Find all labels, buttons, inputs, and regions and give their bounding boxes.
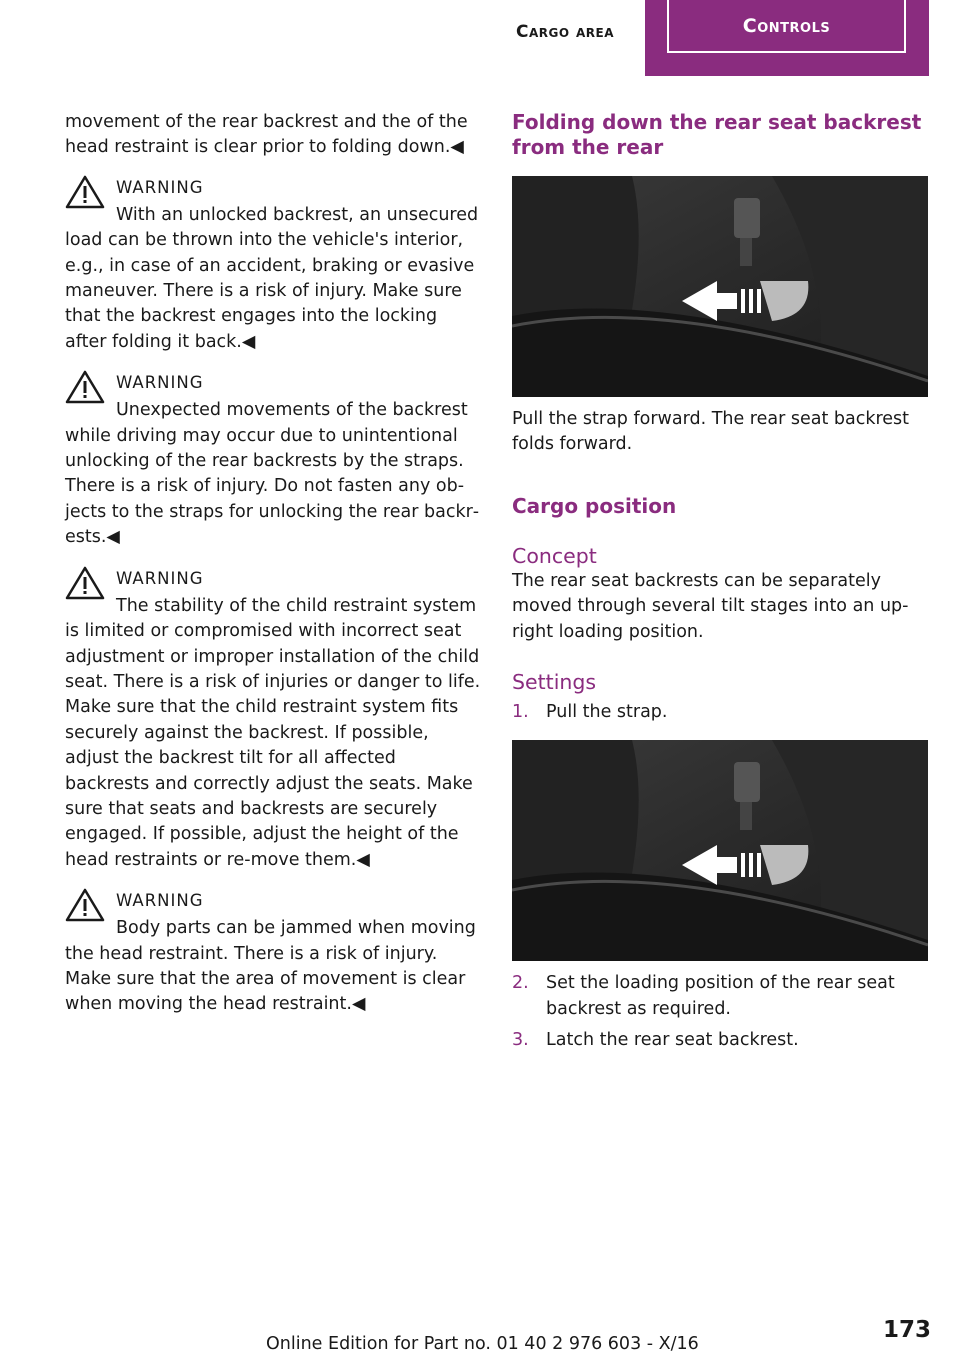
warning-text: while driving may occur due to unintentional unlocking of the rear backrests by the straps. There is a risk of injury. Do not fasten any ob‐jects to the straps for unlocking the rear backr‐ests.◀	[65, 425, 480, 548]
concept-text: The rear seat backrests can be separately moved through several tilt stages into an up‐right loading position.	[512, 570, 909, 642]
warning-block	[65, 564, 483, 873]
warning-title: WARNING	[116, 177, 204, 197]
section-heading: Cargo position	[512, 493, 677, 518]
steps-list	[512, 700, 928, 725]
warning-triangle-icon	[65, 370, 105, 404]
warning-triangle-icon	[65, 566, 105, 600]
warning-text-first-line: The stability of the child restraint system	[116, 595, 477, 616]
left-column	[65, 110, 483, 1035]
subsection-heading: Concept	[512, 543, 597, 568]
warning-title: WARNING	[116, 373, 204, 393]
warning-text: is limited or compromised with incorrect seat adjustment or improper installation of the child seat. There is a risk of injuries or danger to life. Make sure that the child restraint system fits securely against the backrest. If possible, adjust the backrest tilt for all affected backrests and correctly adjust the seats. Make sure that seats and backrests are securely engaged. If possible, adjust the height of the head restraints or re‐move them.◀	[65, 621, 481, 870]
warning-text: load can be thrown into the vehicle's interior, e.g., in case of an accident, braking or evasive maneuver. There is a risk of injury. Make sure that the backrest engages into the locking after folding it back.◀	[65, 230, 475, 352]
step-text: Pull the strap.	[546, 702, 668, 723]
section-title: Cargo area	[516, 22, 614, 42]
step-text: Set the loading position of the rear seat backrest as required.	[546, 973, 895, 1019]
warning-block	[65, 368, 483, 550]
warning-text-first-line: Body parts can be jammed when moving	[116, 918, 476, 939]
warning-text: the head restraint. There is a risk of injury. Make sure that the area of movement is clear when moving the head restraint.◀	[65, 943, 466, 1015]
steps-list	[512, 971, 928, 1053]
page-number: 173	[883, 1317, 932, 1343]
section-heading: Folding down the rear seat backrest from the rear	[512, 110, 922, 159]
chapter-tab[interactable]: Controls	[667, 0, 906, 53]
warning-text-first-line: With an unlocked backrest, an unsecured	[116, 204, 479, 225]
warning-triangle-icon	[65, 888, 105, 922]
subsection-heading: Settings	[512, 670, 597, 695]
seat-strap-photo	[512, 176, 928, 397]
step-number: 2.	[512, 973, 529, 994]
seat-strap-photo	[512, 740, 928, 961]
warning-triangle-icon	[65, 175, 105, 209]
warning-block	[65, 173, 483, 355]
step-text: Latch the rear seat backrest.	[546, 1030, 799, 1051]
edition-text: Online Edition for Part no. 01 40 2 976 603 - X/16	[266, 1334, 699, 1354]
warning-title: WARNING	[116, 568, 204, 588]
intro-paragraph: movement of the rear backrest and the of the head restraint is clear prior to folding down.◀	[65, 112, 468, 158]
warning-text-first-line: Unexpected movements of the backrest	[116, 400, 468, 421]
list-item	[512, 700, 928, 725]
page-footer	[0, 1316, 960, 1356]
instruction-text: Pull the strap forward. The rear seat backrest folds forward.	[512, 409, 910, 455]
right-column	[512, 110, 928, 1060]
warning-title: WARNING	[116, 891, 204, 911]
step-number: 3.	[512, 1030, 529, 1051]
list-item	[512, 1028, 928, 1053]
list-item	[512, 971, 928, 1022]
step-number: 1.	[512, 702, 529, 723]
warning-block	[65, 886, 483, 1018]
